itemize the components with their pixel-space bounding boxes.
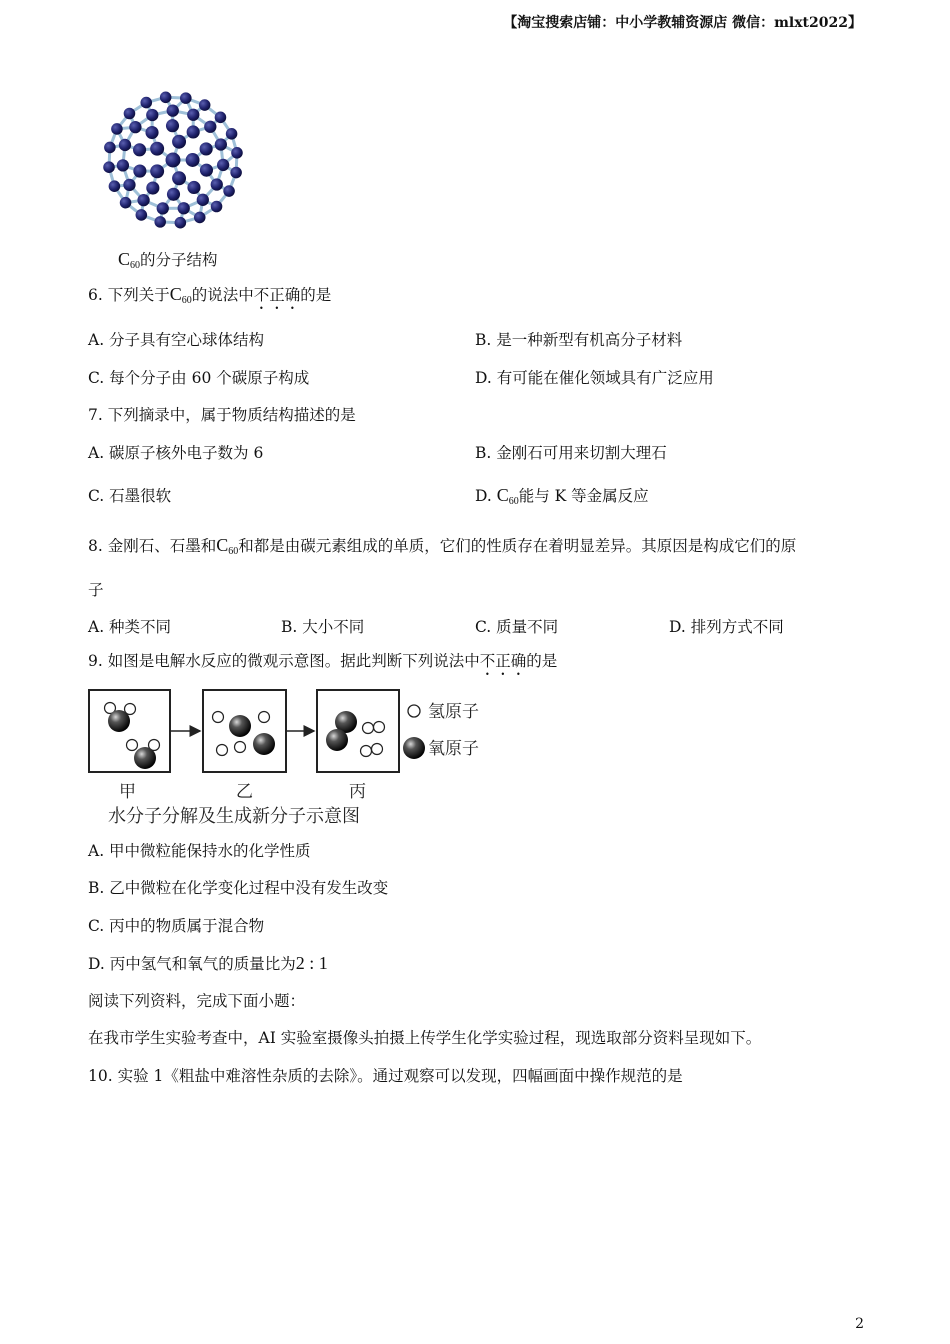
q6-stem: 6. 下列关于$C_{60}$的说法中不正确的是 <box>88 284 332 306</box>
c60-atom <box>217 159 229 171</box>
page-number: 2 <box>855 1316 864 1332</box>
q8-option-b[interactable]: B. 大小不同 <box>281 618 365 636</box>
c60-atom <box>133 165 146 178</box>
c60-atom <box>119 139 131 151</box>
q10-stem: 10. 实验 1《粗盐中难溶性杂质的去除》。通过观察可以发现，四幅画面中操作规范的是 <box>88 1067 683 1085</box>
c60-atom <box>150 142 164 156</box>
q9-stem: 9. 如图是电解水反应的微观示意图。据此判断下列说法中不正确的是 <box>88 652 558 670</box>
c60-atom <box>120 197 132 209</box>
c60-atom <box>215 112 227 124</box>
q7-option-c[interactable]: C. 石墨很软 <box>88 487 172 505</box>
q7-option-a[interactable]: A. 碳原子核外电子数为 6 <box>88 444 264 462</box>
c60-atom <box>230 167 242 179</box>
q6-option-c[interactable]: C. 每个分子由 60 个碳原子构成 <box>88 369 310 387</box>
c60-atom <box>215 138 227 150</box>
c60-atom <box>146 181 159 194</box>
emphasis-text: 不正确 <box>253 286 301 304</box>
box-label-jia: 甲 <box>119 782 136 802</box>
q7-option-b[interactable]: B. 金刚石可用来切割大理石 <box>475 444 667 462</box>
legend-oxygen-icon <box>403 737 425 759</box>
c60-atom <box>197 194 209 206</box>
c60-atom <box>136 209 148 221</box>
q6-option-a[interactable]: A. 分子具有空心球体结构 <box>88 331 265 349</box>
c60-atom <box>133 143 146 156</box>
box-bing <box>317 690 399 772</box>
q9-option-d[interactable]: D. 丙中氢气和氧气的质量比为2 : 1 <box>88 953 328 973</box>
c60-atom <box>103 161 115 173</box>
q7-option-d[interactable]: D. $C_{60}$能与 K 等金属反应 <box>475 485 649 507</box>
c60-atom <box>160 92 172 104</box>
q6-option-b[interactable]: B. 是一种新型有机高分子材料 <box>475 331 683 349</box>
reading-context: 在我市学生实验考查中，AI 实验室摄像头拍摄上传学生化学实验过程，现选取部分资料呈现如下。 <box>88 1029 762 1047</box>
c60-atom <box>211 178 223 190</box>
legend-hydrogen-icon <box>408 705 420 717</box>
c60-atom <box>199 99 211 111</box>
c60-atom <box>123 179 135 191</box>
c60-atom <box>157 202 169 214</box>
c60-atom <box>172 171 186 185</box>
q8-stem: 8. 金刚石、石墨和$C_{60}$和都是由碳元素组成的单质，它们的性质存在着明显差异。其原因是构成它们的原 <box>88 535 797 557</box>
box-jia <box>89 690 170 772</box>
c60-atom <box>211 201 223 213</box>
q8-option-a[interactable]: A. 种类不同 <box>88 618 172 636</box>
c60-atom <box>187 109 199 121</box>
c60-atom <box>104 142 116 154</box>
c60-atom <box>186 153 200 167</box>
c60-atom <box>226 128 238 140</box>
c60-caption: $C_{60}$的分子结构 <box>118 249 218 271</box>
c60-molecule-image <box>86 76 261 244</box>
c60-atom <box>137 194 149 206</box>
c60-atom <box>187 125 200 138</box>
c60-atom <box>146 109 158 121</box>
c60-atom <box>167 188 180 201</box>
q9-option-c[interactable]: C. 丙中的物质属于混合物 <box>88 917 265 935</box>
q9-option-b[interactable]: B. 乙中微粒在化学变化过程中没有发生改变 <box>88 879 389 897</box>
box-label-bing: 丙 <box>349 782 366 802</box>
c60-atom <box>223 185 235 197</box>
box-label-yi: 乙 <box>236 782 253 802</box>
q8-option-c[interactable]: C. 质量不同 <box>475 618 559 636</box>
q6-option-d[interactable]: D. 有可能在催化领域具有广泛应用 <box>475 369 714 387</box>
c60-atom <box>129 121 141 133</box>
c60-atom <box>150 164 164 178</box>
c60-atom <box>194 212 206 224</box>
c60-atom <box>166 153 181 168</box>
c60-atom <box>109 180 121 192</box>
shop-header: 【淘宝搜索店铺：中小学教辅资源店 微信：mlxt2022】 <box>503 15 862 31</box>
c60-atom <box>175 217 187 229</box>
c60-atom <box>178 202 190 214</box>
c60-atom <box>231 147 243 159</box>
c60-atom <box>180 92 192 104</box>
emphasis-text: 不正确 <box>479 652 527 670</box>
q8-stem-line2: 子 <box>88 581 104 599</box>
c60-atom <box>140 97 152 109</box>
q8-option-d[interactable]: D. 排列方式不同 <box>669 618 784 636</box>
c60-atom <box>172 135 186 149</box>
q7-stem: 7. 下列摘录中，属于物质结构描述的是 <box>88 406 356 424</box>
c60-atom <box>111 123 123 135</box>
c60-atom <box>200 142 213 155</box>
reading-intro: 阅读下列资料，完成下面小题： <box>88 992 306 1010</box>
c60-atom <box>204 121 216 133</box>
c60-atom <box>154 216 166 228</box>
c60-atom <box>117 159 129 171</box>
c60-atom <box>200 164 213 177</box>
legend-oxygen-label: 氧原子 <box>428 739 479 759</box>
c60-atom <box>124 108 136 120</box>
c60-atom <box>166 119 179 132</box>
c60-atom <box>187 181 200 194</box>
diagram-caption: 水分子分解及生成新分子示意图 <box>108 806 360 827</box>
legend-hydrogen-label: 氢原子 <box>428 702 479 722</box>
c60-atom <box>167 104 179 116</box>
electrolysis-diagram <box>86 684 506 830</box>
c60-atom <box>145 126 158 139</box>
q9-option-a[interactable]: A. 甲中微粒能保持水的化学性质 <box>88 842 311 860</box>
